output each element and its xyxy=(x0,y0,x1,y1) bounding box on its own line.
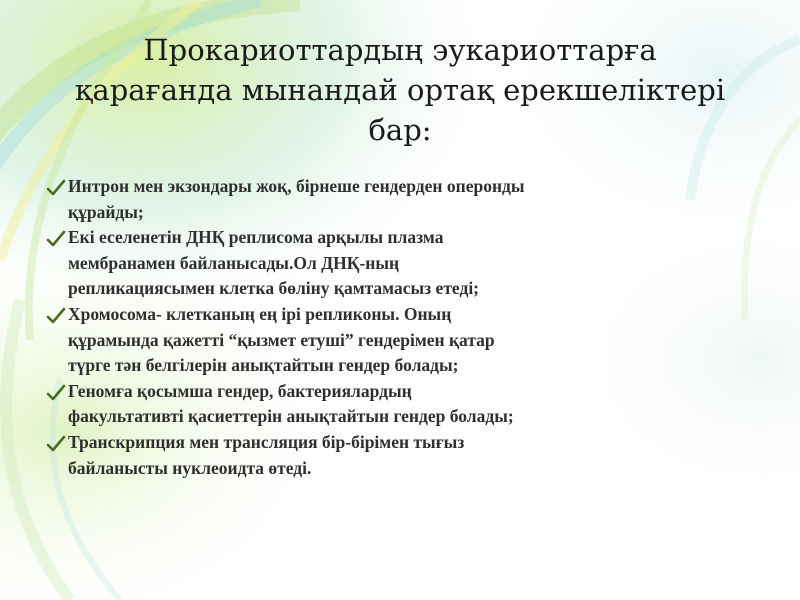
bullet-item xyxy=(46,379,706,430)
bullet-item xyxy=(46,225,706,302)
title-line-1: Прокариоттардың эукариоттарға xyxy=(143,33,657,67)
checkmark-icon xyxy=(46,435,66,453)
bullet-text-line: репликациясымен клетка бөліну қамтамасыз етеді; xyxy=(68,278,480,299)
slide-title xyxy=(40,30,760,150)
bullet-text-line: құрамында қажетті “қызмет етуші” гендерімен қатар xyxy=(68,329,495,350)
bullet-item xyxy=(46,302,706,379)
bullet-text-line: Интрон мен экзондары жоқ, бірнеше гендерден оперонды xyxy=(68,176,525,196)
checkmark-icon xyxy=(46,307,66,325)
bullet-text-line: мембранамен байланысады.Ол ДНҚ-ның xyxy=(68,252,400,273)
bullet-text-line: Екі еселенетін ДНҚ реплисома арқылы плазма xyxy=(68,227,444,248)
bullet-item xyxy=(46,174,706,225)
checkmark-icon xyxy=(46,230,66,248)
title-line-2: қарағанда мынандай ортақ ерекшеліктері xyxy=(74,73,726,107)
checkmark-icon xyxy=(46,179,66,197)
bullet-text-line: байланысты нуклеоидта өтеді. xyxy=(68,457,312,478)
checkmark-icon xyxy=(46,384,66,402)
bullet-text-line: Геномға қосымша гендер, бактериялардың xyxy=(68,380,412,401)
bullet-text-line: түрге тән белгілерін анықтайтын гендер болады; xyxy=(68,355,459,376)
bullet-text-line: құрайды; xyxy=(68,201,144,222)
title-line-3: бар: xyxy=(368,113,432,147)
bullet-text-line: факультативті қасиеттерін анықтайтын гендер болады; xyxy=(68,406,514,427)
bullet-item xyxy=(46,430,706,481)
bullet-text-line: Хромосома- клетканың ең ірі репликоны. Оның xyxy=(68,303,452,324)
bullet-text-line: Транскрипция мен трансляция бір-бірімен тығыз xyxy=(68,431,465,452)
bullet-list xyxy=(46,174,706,481)
